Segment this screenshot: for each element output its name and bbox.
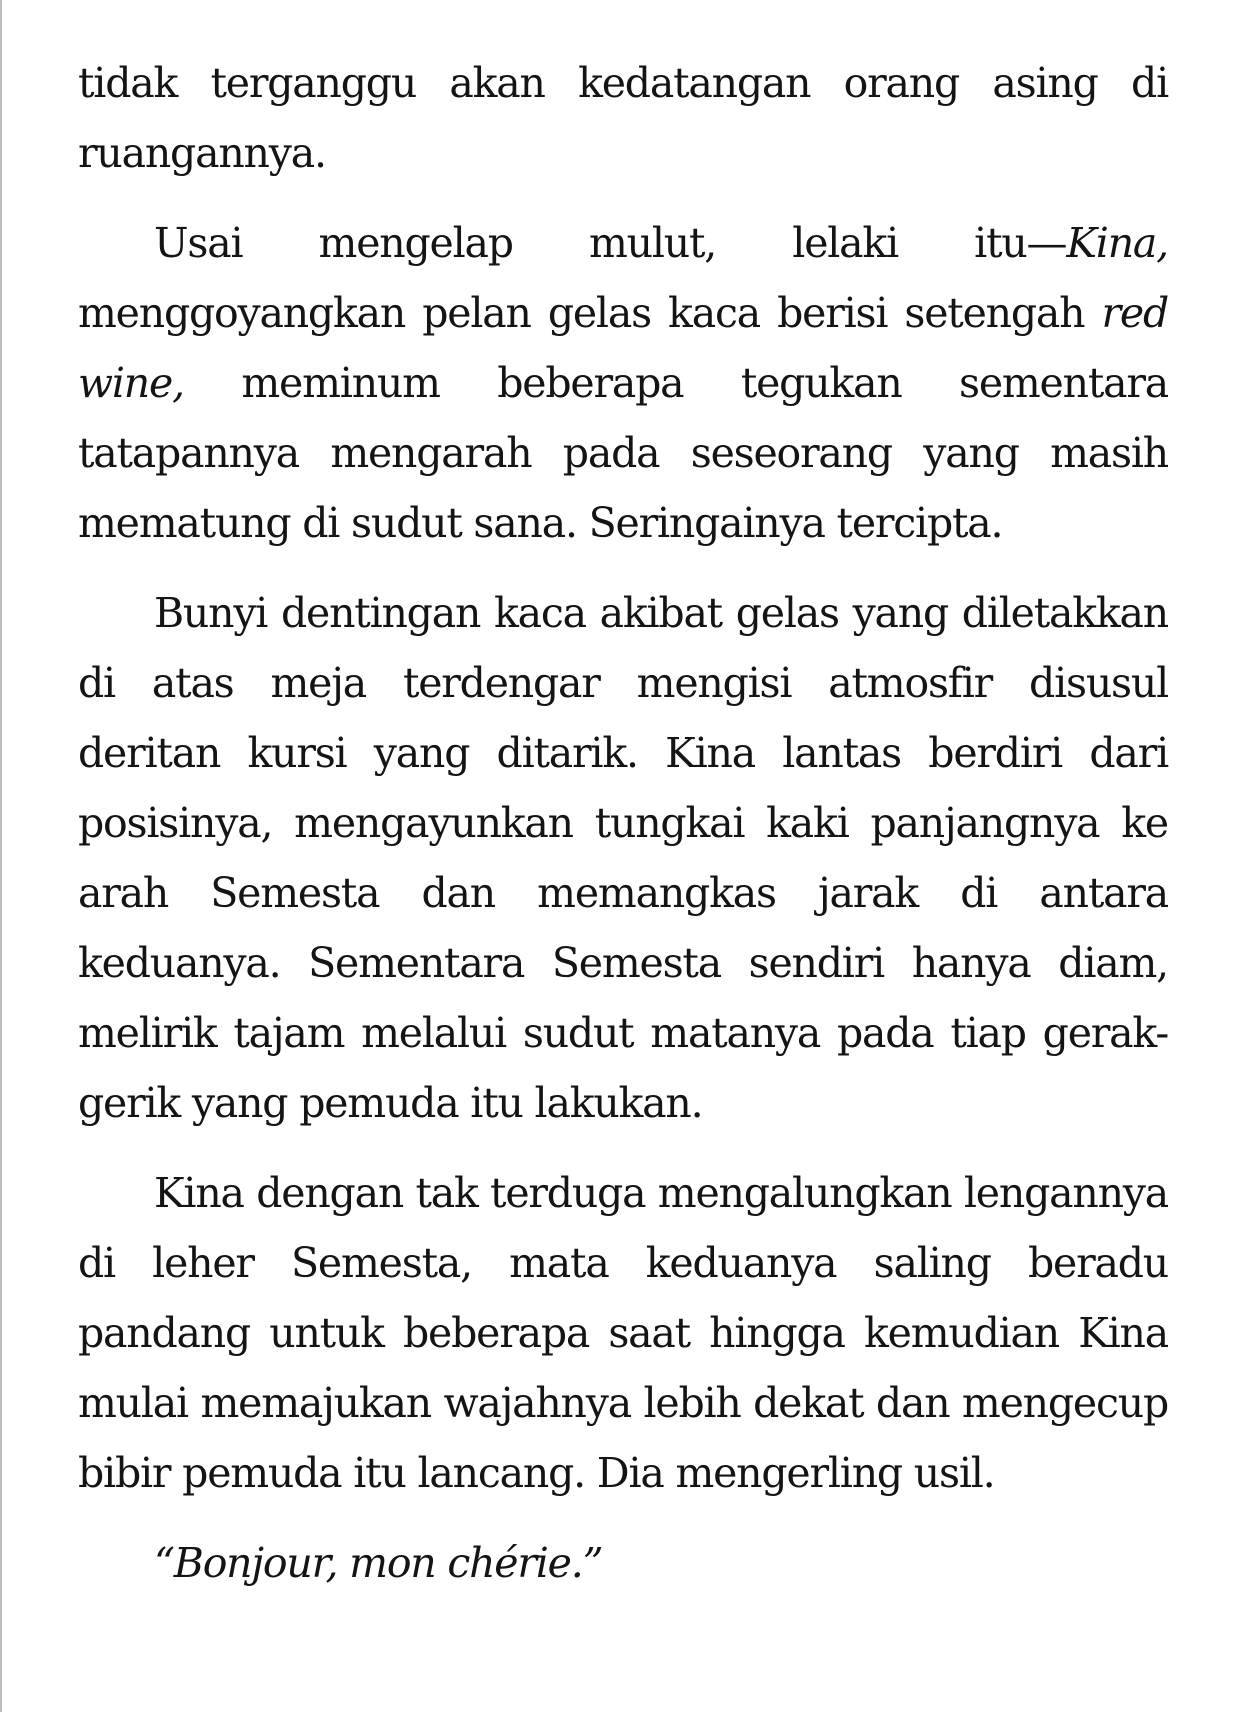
paragraph-1	[78, 48, 1168, 188]
paragraph-5-dialogue: “Bonjour, mon chérie.”	[154, 1539, 603, 1587]
document-page	[78, 48, 1168, 1618]
paragraph-3-text: Bunyi dentingan kaca akibat gelas yang diletakkan di atas meja terdengar mengisi atmosfir disusul deritan kursi yang ditarik. Kina lantas berdiri dari posisinya, mengayunkan tungkai kaki panjangnya ke arah Semesta dan memangkas jarak di antara keduanya. Sementara Semesta sendiri hanya diam, melirik tajam melalui sudut matanya pada tiap gerak-gerik yang pemuda itu lakukan.	[78, 589, 1168, 1127]
paragraph-4	[78, 1158, 1168, 1508]
paragraph-2-text-e: meminum beberapa tegukan sementara tatapannya mengarah pada seseorang yang masih mematung di sudut sana. Seringainya tercipta.	[78, 359, 1168, 547]
paragraph-3	[78, 578, 1168, 1138]
paragraph-2	[78, 208, 1168, 558]
paragraph-4-text: Kina dengan tak terduga mengalungkan lengannya di leher Semesta, mata keduanya saling beradu pandang untuk beberapa saat hingga kemudian Kina mulai memajukan wajahnya lebih dekat dan mengecup bibir pemuda itu lancang. Dia mengerling usil.	[78, 1169, 1168, 1497]
paragraph-2-italic-kina: Kina,	[1066, 219, 1168, 267]
paragraph-2-text-a: Usai mengelap mulut, lelaki itu—	[154, 219, 1067, 267]
paragraph-2-text-c: menggoyangkan pelan gelas kaca berisi setengah	[78, 289, 1102, 337]
paragraph-1-text: tidak terganggu akan kedatangan orang asing di ruangannya.	[78, 59, 1168, 177]
paragraph-2-italic-red-wine: red wine,	[78, 289, 1168, 407]
page-edge-line	[0, 0, 2, 1712]
paragraph-5	[78, 1528, 1168, 1598]
